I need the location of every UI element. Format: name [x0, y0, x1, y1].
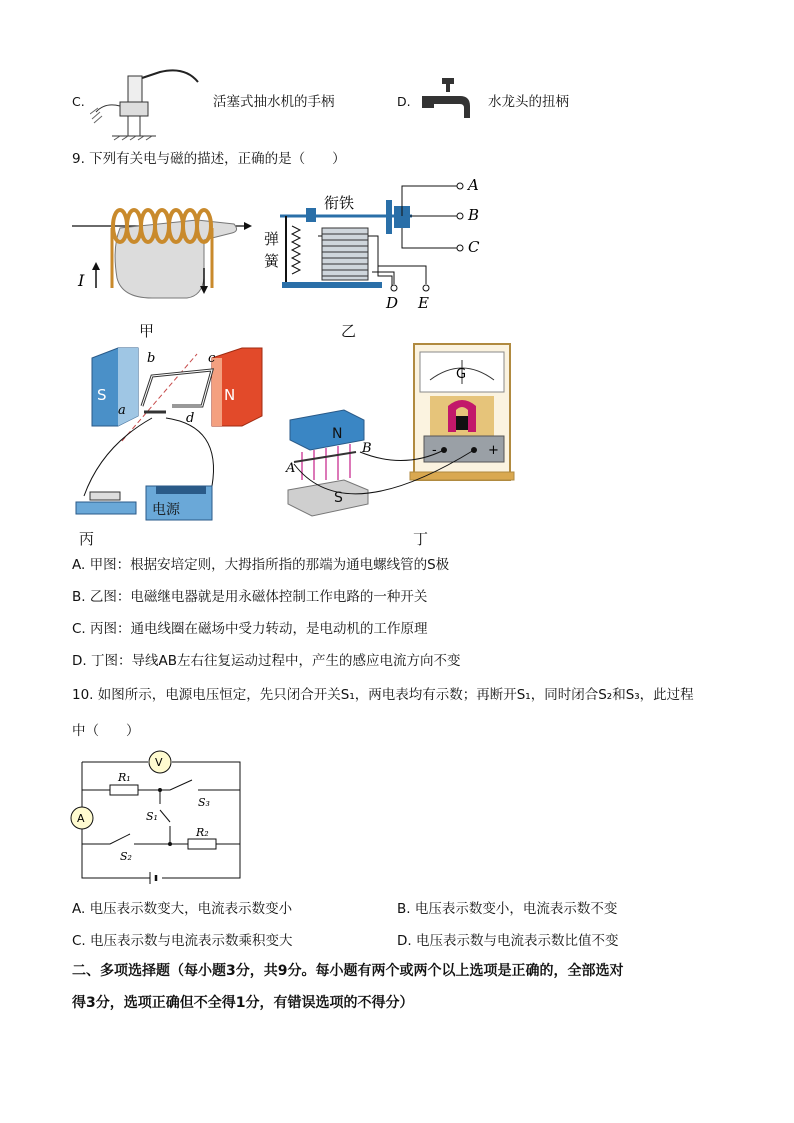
q10-option-b: B. 电压表示数变小，电流表示数不变 — [397, 901, 618, 917]
voltmeter-label: V — [155, 756, 163, 769]
label-s2: S₂ — [120, 850, 132, 863]
option-c-text: 活塞式抽水机的手柄 — [213, 94, 335, 110]
q10-option-d: D. 电压表示数与电流表示数比值不变 — [397, 933, 619, 949]
q10-stem-line2: 中（ ） — [72, 723, 140, 739]
label-yi: 乙 — [341, 322, 357, 340]
label-current-i: I — [78, 271, 85, 290]
label-bing: 丙 — [79, 530, 95, 548]
section2-heading-line2: 得3分，选项正确但不全得1分，有错误选项的不得分） — [72, 995, 414, 1011]
figure-bing — [72, 346, 272, 526]
label-galvo-g: G — [456, 367, 467, 382]
option-d-text: 水龙头的扭柄 — [488, 94, 569, 110]
label-c: C — [468, 238, 480, 256]
label-galvo-minus: - — [432, 443, 437, 458]
label-c-coil: c — [208, 351, 216, 366]
label-b-coil: b — [147, 351, 156, 366]
label-r1: R₁ — [118, 771, 131, 784]
q10-circuit-diagram — [70, 748, 250, 890]
label-ding-b: B — [362, 441, 372, 456]
label-ding-n: N — [332, 426, 343, 442]
option-c-letter: C. — [72, 94, 85, 109]
label-galvo-plus: + — [488, 443, 499, 458]
label-b: B — [468, 206, 480, 224]
label-armature: 衔铁 — [324, 194, 355, 212]
label-e: E — [418, 294, 429, 312]
label-a: A — [468, 176, 479, 194]
option-d-letter: D. — [397, 94, 411, 109]
label-jia: 甲 — [139, 322, 155, 340]
figure-yi — [262, 176, 492, 316]
label-r2: R₂ — [196, 826, 209, 839]
pump-handle-figure — [90, 62, 200, 142]
label-magnet-n: N — [224, 386, 236, 404]
q9-option-b: B. 乙图：电磁继电器就是用永磁体控制工作电路的一种开关 — [72, 589, 428, 605]
label-spring-2: 簧 — [264, 252, 280, 270]
section2-heading-line1: 二、多项选择题（每小题3分，共9分。每小题有两个或两个以上选项是正确的，全部选对 — [72, 963, 624, 979]
figure-jia — [72, 188, 252, 308]
label-power: 电源 — [152, 502, 180, 518]
label-ding-s: S — [334, 490, 343, 506]
q10-option-a: A. 电压表示数变大，电流表示数变小 — [72, 901, 293, 917]
q9-option-d: D. 丁图：导线AB左右往复运动过程中，产生的感应电流方向不变 — [72, 653, 461, 669]
label-d: D — [386, 294, 399, 312]
q9-option-a: A. 甲图：根据安培定则，大拇指所指的那端为通电螺线管的S极 — [72, 557, 450, 573]
figure-ding — [284, 340, 524, 530]
q9-stem: 9. 下列有关电与磁的描述，正确的是（ ） — [72, 151, 346, 167]
label-ding-a: A — [286, 461, 296, 476]
label-magnet-s: S — [97, 386, 107, 404]
q10-stem-line1: 10. 如图所示，电源电压恒定，先只闭合开关S₁，两电表均有示数；再断开S₁，同时闭合S₂和S₃，此过程 — [72, 687, 694, 703]
faucet-figure — [420, 78, 476, 124]
label-s3: S₃ — [198, 796, 210, 809]
label-ding: 丁 — [413, 530, 429, 548]
q10-option-c: C. 电压表示数与电流表示数乘积变大 — [72, 933, 293, 949]
label-spring-1: 弹 — [264, 230, 280, 248]
q9-option-c: C. 丙图：通电线圈在磁场中受力转动，是电动机的工作原理 — [72, 621, 428, 637]
label-d-coil: d — [186, 411, 195, 426]
label-a-coil: a — [118, 403, 126, 418]
label-s1: S₁ — [146, 810, 158, 823]
ammeter-label: A — [77, 812, 85, 825]
